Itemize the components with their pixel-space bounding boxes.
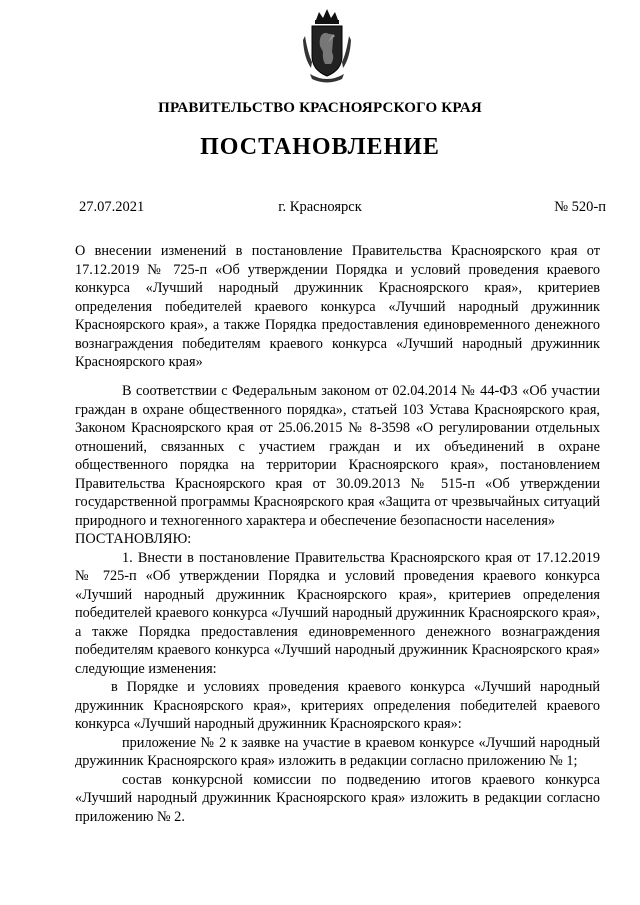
- item-1-subparagraph-c: состав конкурсной комиссии по подведению итогов краевого конкурса «Лучший народный дружинник Красноярского края» изложить в редакции согласно приложению № 2.: [75, 771, 600, 825]
- item-1-subparagraph-a: в Порядке и условиях проведения краевого конкурса «Лучший народный дружинник Красноярского края», критериях определения победителей краевого конкурса «Лучший народный дружинник Красноярского края»:: [75, 679, 600, 732]
- item-1-subparagraph-b: приложение № 2 к заявке на участие в краевом конкурсе «Лучший народный дружинник Красноярского края» изложить в редакции согласно приложению № 1;: [75, 734, 600, 769]
- government-name: ПРАВИТЕЛЬСТВО КРАСНОЯРСКОГО КРАЯ: [158, 100, 482, 116]
- decree-word: ПОСТАНОВЛЯЮ:: [75, 531, 192, 547]
- document-subject: О внесении изменений в постановление Правительства Красноярского края от 17.12.2019 № 725-п «Об утверждении Порядка и условий проведения краевого конкурса «Лучший народный дружинник Красноярского края», критериев определения победителей краевого конкурса «Лучший народный дружинник Красноярского края», а также Порядка предоставления единовременного денежного вознаграждения победителям краевого конкурса «Лучший народный дружинник Красноярского края»: [75, 243, 600, 370]
- document-number: № 520-п: [554, 199, 606, 215]
- preamble-paragraph: В соответствии с Федеральным законом от 02.04.2014 № 44-ФЗ «Об участии граждан в охране общественного порядка», статьей 103 Устава Красноярского края, Законом Красноярского края от 25.06.2015 № 8-3598 «О регулировании отдельных отношений, связанных с участием граждан и их объединений в охране общественного порядка на территории Красноярского края», постановлением Правительства Красноярского края от 30.09.2013 № 515-п «Об утверждении государственной программы Красноярского края «Защита от чрезвычайных ситуаций природного и техногенного характера и обеспечение безопасности населения»: [75, 383, 600, 529]
- document-body: [75, 382, 600, 826]
- document-date: 27.07.2021: [79, 199, 145, 215]
- document-city: г. Красноярск: [278, 199, 362, 215]
- item-1-paragraph: 1. Внести в постановление Правительства Красноярского края от 17.12.2019 № 725-п «Об утверждении Порядка и условий проведения краевого конкурса «Лучший народный дружинник Красноярского края», критериев определения победителей краевого конкурса «Лучший народный дружинник Красноярского края», а также Порядка предоставления единовременного денежного вознаграждения победителям краевого конкурса «Лучший народный дружинник Красноярского края» следующие изменения:: [75, 549, 600, 677]
- coat-of-arms-emblem-icon: [302, 6, 352, 86]
- document-type-title: ПОСТАНОВЛЕНИЕ: [200, 134, 440, 160]
